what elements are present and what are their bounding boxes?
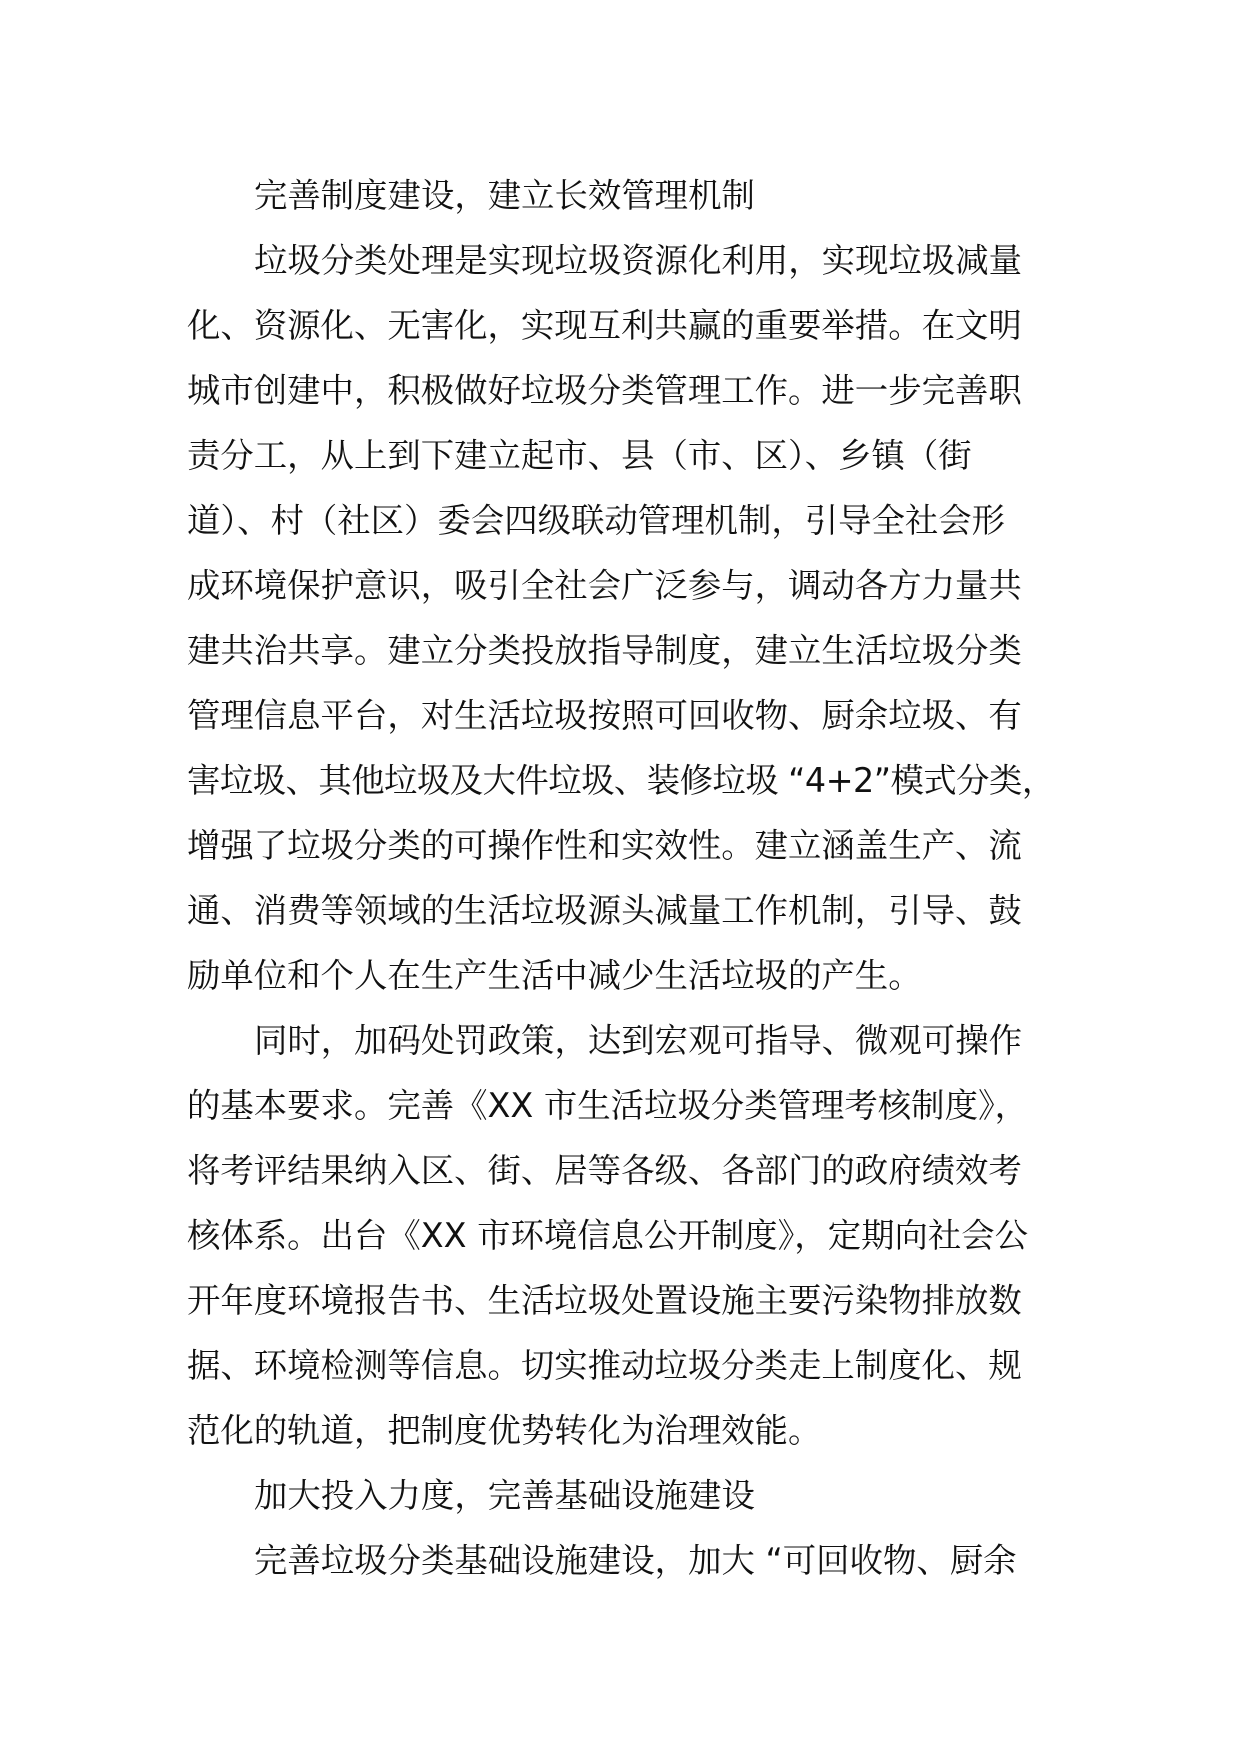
paragraph-line: 范化的轨道，把制度优势转化为治理效能。 xyxy=(187,1411,822,1450)
paragraph-line: 化、资源化、无害化，实现互利共赢的重要举措。在文明 xyxy=(187,306,1022,345)
paragraph-line: 垃圾分类处理是实现垃圾资源化利用，实现垃圾减量 xyxy=(254,241,1022,280)
paragraph-line: 通、消费等领域的生活垃圾源头减量工作机制，引导、鼓 xyxy=(187,891,1022,930)
paragraph-line: 开年度环境报告书、生活垃圾处置设施主要污染物排放数 xyxy=(187,1281,1022,1320)
paragraph-line: 道）、村（社区）委会四级联动管理机制，引导全社会形 xyxy=(187,501,1006,540)
paragraph-line: 增强了垃圾分类的可操作性和实效性。建立涵盖生产、流 xyxy=(187,826,1022,865)
paragraph-line: 核体系。出台《XX 市环境信息公开制度》，定期向社会公 xyxy=(187,1216,1029,1255)
paragraph-2 xyxy=(187,1008,1055,1463)
paragraph-line: 的基本要求。完善《XX 市生活垃圾分类管理考核制度》， xyxy=(187,1086,1029,1125)
section-heading-2: 加大投入力度，完善基础设施建设 xyxy=(254,1476,755,1515)
paragraph-1 xyxy=(187,228,1055,1008)
section-heading-1: 完善制度建设，建立长效管理机制 xyxy=(254,176,755,215)
paragraph-line: 据、环境检测等信息。切实推动垃圾分类走上制度化、规 xyxy=(187,1346,1022,1385)
paragraph-line: 责分工，从上到下建立起市、县（市、区）、乡镇（街 xyxy=(187,436,972,475)
paragraph-line: 完善垃圾分类基础设施建设，加大 “可回收物、厨余 xyxy=(254,1541,1017,1580)
paragraph-line: 害垃圾、其他垃圾及大件垃圾、装修垃圾 “4+2”模式分类， xyxy=(187,761,1055,800)
paragraph-line: 成环境保护意识，吸引全社会广泛参与，调动各方力量共 xyxy=(187,566,1022,605)
paragraph-3 xyxy=(187,1528,1055,1593)
paragraph-line: 励单位和个人在生产生活中减少生活垃圾的产生。 xyxy=(187,956,922,995)
paragraph-line: 同时，加码处罚政策，达到宏观可指导、微观可操作 xyxy=(254,1021,1022,1060)
paragraph-line: 将考评结果纳入区、街、居等各级、各部门的政府绩效考 xyxy=(187,1151,1022,1190)
paragraph-line: 建共治共享。建立分类投放指导制度，建立生活垃圾分类 xyxy=(187,631,1022,670)
paragraph-line: 管理信息平台，对生活垃圾按照可回收物、厨余垃圾、有 xyxy=(187,696,1022,735)
paragraph-line: 城市创建中，积极做好垃圾分类管理工作。进一步完善职 xyxy=(187,371,1022,410)
document-page xyxy=(187,163,1055,1593)
